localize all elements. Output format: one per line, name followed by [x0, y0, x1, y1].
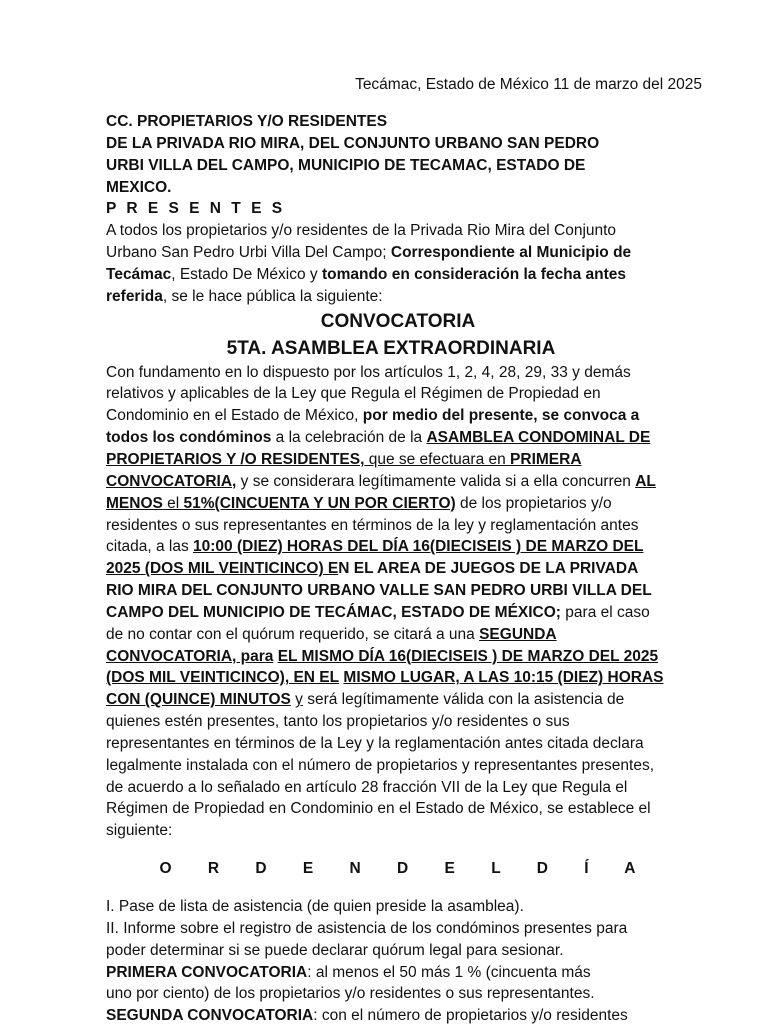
intro-text: , se le hace pública la siguiente: — [162, 287, 383, 305]
para-bold-underlined: EL MISMO DÍA 16(DIECISEIS ) DE MARZO DEL 2025 (DOS MIL VEINTICINCO), EN EL — [106, 647, 659, 687]
dateline: Tecámac, Estado de México 11 de marzo del 2025 — [355, 76, 702, 93]
para-underlined: que se efectuara en — [364, 450, 511, 468]
agenda-item: II. Informe sobre el registro de asistencia de los condóminos presentes para poder determinar si se puede declarar quórum legal para sesionar. — [106, 919, 628, 959]
para-bold-underlined: MISMO LUGAR, A LAS 10:15 (DIEZ) HORAS CON (QUINCE) MINUTOS — [106, 669, 664, 709]
addressee-line: URBI VILLA DEL CAMPO, MUNICIPIO DE TECAMAC, ESTADO DE — [106, 156, 586, 174]
agenda-item: I. Pase de lista de asistencia (de quien preside la asamblea). — [106, 898, 524, 915]
para-text: y se considerara legítimamente valida si a ella concurren — [236, 472, 636, 490]
presentes-heading: P R E S E N T E S — [106, 200, 286, 218]
addressee-line: CC. PROPIETARIOS Y/O RESIDENTES — [106, 113, 388, 130]
intro-text: , Estado De México y — [171, 265, 322, 283]
addressee-line: DE LA PRIVADA RIO MIRA, DEL CONJUNTO URBANO SAN PEDRO — [106, 134, 600, 152]
agenda-segunda — [106, 1005, 668, 1024]
document-subtitle: 5TA. ASAMBLEA EXTRAORDINARIA — [226, 337, 556, 359]
para-text: tanto los propietarios y/o residentes o sus representantes en términos de la Ley y la reglamentación antes citada declara legalmente instalada con el número de propietarios y representantes presentes, de acuerdo a lo señalado en artículo 28 fracción VII de la Ley que Regula el Régimen de Propiedad en Condominio en el Estado de México, se establece el siguiente: — [106, 713, 654, 840]
agenda-heading: O R D E N D E L D Í A — [159, 860, 641, 878]
addressee-line: MEXICO. — [106, 178, 172, 196]
intro-bold: tomando en consideración la fecha antes referida — [106, 265, 627, 305]
intro-text: A todos los propietarios y/o residentes de la Privada Rio Mira del Conjunto Urbano San Pedro Urbi Villa Del Campo; — [106, 222, 617, 262]
para-text: para el caso de no contar con el quórum requerido, se citará a una — [106, 603, 650, 643]
para-text: Con fundamento en lo dispuesto por los artículos 1, 2, 4, 28, 29, 33 y demás relativos y aplicables de la Ley que Regula el Régimen de Propiedad en Condominio en el Estado de México, — [106, 363, 631, 425]
para-bold-underlined: 10:00 (DIEZ) — [193, 538, 283, 556]
para-bold: N EL AREA DE JUEGOS DE LA PRIVADA RIO MIRA DEL CONJUNTO URBANO VALLE SAN PEDRO URBI VILLA DEL CAMPO DEL MUNICIPIO DE TECÁMAC, ESTADO DE MÉXICO; — [106, 560, 652, 621]
main-paragraph — [106, 362, 668, 843]
para-bold-underlined: PRIMERA CONVOCATORIA, — [106, 450, 582, 490]
primera-label: PRIMERA CONVOCATORIA — [106, 963, 308, 981]
document-body — [106, 111, 668, 1024]
para-bold-underlined: 51%(CINCUENTA Y UN POR CIERTO) — [183, 494, 456, 512]
para-text: a la celebración de la — [271, 429, 427, 447]
para-bold: por medio del presente, se convoca a todos los condóminos — [106, 407, 640, 447]
para-bold-underlined: HORAS DEL DÍA 16(DIECISEIS ) DE MARZO DEL 2025 (DOS MIL VEINTICINCO) E — [106, 538, 644, 578]
addressee-block — [106, 111, 668, 198]
para-text: de los propietarios y/o residentes o sus representantes en términos de la ley y reglamentación antes citada, a las — [106, 494, 639, 556]
primera-text: : al menos el 50 más 1 % (cincuenta más — [307, 963, 591, 981]
agenda-primera — [106, 962, 668, 1006]
segunda-text: : con el número de propietarios y/o residentes — [313, 1007, 628, 1024]
para-bold-underlined: SEGUNDA CONVOCATORIA, para — [106, 625, 557, 665]
para-text: será legítimamente válida con la asistencia de quienes estén presentes — [106, 691, 625, 731]
intro-bold: Correspondiente al Municipio de Tecámac — [106, 244, 632, 283]
primera-text-2: uno por ciento) de los propietarios y/o residentes o sus representantes. — [106, 985, 595, 1003]
segunda-label: SEGUNDA CONVOCATORIA — [106, 1007, 314, 1024]
para-underlined: , — [274, 713, 280, 731]
document-title: CONVOCATORIA — [320, 310, 476, 332]
para-underlined: y — [295, 691, 303, 709]
intro-paragraph — [106, 220, 668, 307]
para-underlined: el — [162, 494, 184, 512]
para-bold-underlined: ASAMBLEA CONDOMINAL DE PROPIETARIOS Y /O RESIDENTES, — [106, 429, 651, 468]
para-bold-underlined: AL MENOS — [106, 472, 656, 512]
